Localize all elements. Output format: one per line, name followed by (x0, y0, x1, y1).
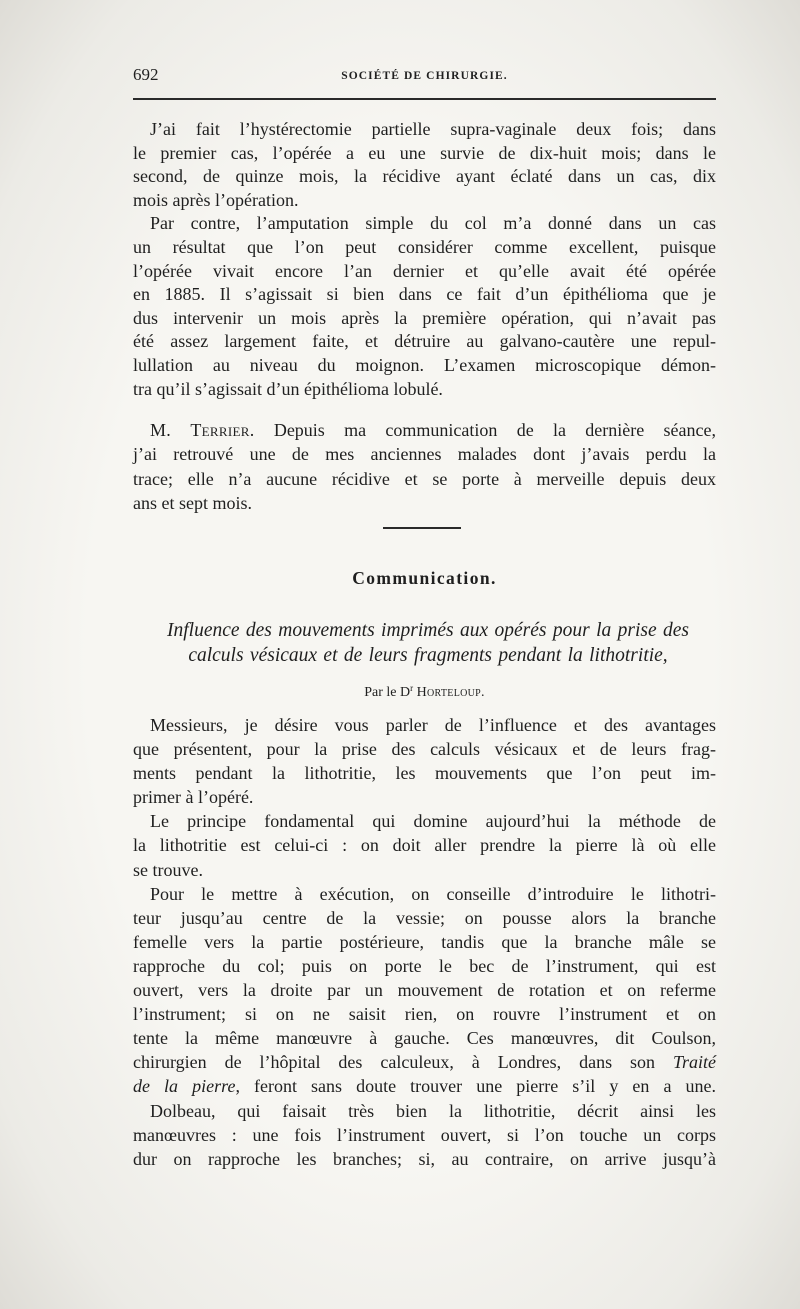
text-line: ments pendant la lithotritie, les mouvements que l’on peut im- (133, 763, 716, 784)
author-title-superscript: r (410, 683, 414, 693)
text-line: ans et sept mois. (133, 493, 252, 514)
text-line: tra qu’il s’agissait d’un épithélioma lobulé. (133, 378, 443, 399)
text-line: ouvert, vers la droite par un mouvement de rotation et on referme (133, 980, 716, 1001)
page-number: 692 (133, 65, 159, 84)
paragraph (133, 1099, 716, 1171)
text-line: femelle vers la partie postérieure, tandis que la branche mâle se (133, 931, 716, 952)
text-line: J’ai fait l’hystérectomie partielle supra-vaginale deux fois; dans (150, 119, 716, 139)
text-line: primer à l’opéré. (133, 787, 254, 808)
paragraph (133, 713, 716, 809)
text-line: l’instrument; si on ne saisit rien, on rouvre l’instrument et on (133, 1004, 716, 1025)
text-line: en 1885. Il s’agissait si bien dans ce fait d’un épithélioma que je (133, 284, 716, 305)
text-line: mois après l’opération. (133, 189, 299, 210)
italic-book-title: Traité (672, 1052, 716, 1073)
text-line: un résultat que l’on peut considérer comme excellent, puisque (133, 236, 716, 257)
header-rule (133, 98, 716, 100)
text-line (133, 1050, 716, 1074)
text-line: tente la même manœuvre à gauche. Ces manœuvres, dit Coulson, (133, 1028, 716, 1049)
italic-book-title: de la pierre (133, 1076, 236, 1097)
text-line: j’ai retrouvé une de mes anciennes malades dont j’avais perdu la (133, 444, 716, 465)
discussion-paragraphs (133, 118, 716, 401)
running-title: SOCIÉTÉ DE CHIRURGIE. (341, 70, 508, 82)
text-segment: Depuis ma communication de la dernière séance, (254, 420, 717, 440)
paragraph (133, 882, 716, 1099)
text-line: lullation au niveau du moignon. L’examen microscopique démon- (133, 354, 716, 375)
author-name: Horteloup. (416, 685, 485, 700)
text-line: l’opérée vivait encore l’an dernier et qu’elle avait été opérée (133, 260, 716, 281)
text-line: Par contre, l’amputation simple du col m’a donné dans un cas (150, 213, 716, 234)
paper-title (140, 618, 716, 668)
speaker-name: M. Terrier. (150, 420, 255, 440)
text-segment: chirurgien de l’hôpital des calculeux, à Londres, dans son (133, 1052, 673, 1073)
paper-title-line: Influence des mouvements imprimés aux opérés pour la prise des (166, 620, 690, 641)
text-line: Messieurs, je désire vous parler de l’influence et des avantages (150, 715, 716, 735)
text-line: la lithotritie est celui-ci : on doit aller prendre la pierre là où elle (133, 835, 716, 856)
terrier-paragraph (133, 418, 716, 516)
text-line (133, 418, 716, 442)
text-line: que présentent, pour la prise des calculs vésicaux et de leurs frag- (133, 739, 716, 760)
text-line: second, de quinze mois, la récidive ayant éclaté dans un cas, dix (133, 166, 716, 187)
paper-title-line: calculs vésicaux et de leurs fragments pendant la lithotritie, (188, 645, 668, 666)
section-heading: Communication. (352, 568, 497, 588)
paragraph (133, 809, 716, 881)
author-prefix: Par le D (364, 685, 411, 700)
text-line: Le principe fondamental qui domine aujourd’hui la méthode de (150, 811, 716, 832)
section-divider (383, 527, 461, 529)
text-line: Pour le mettre à exécution, on conseille d’introduire le lithotri- (150, 883, 716, 904)
paragraph (133, 212, 716, 401)
text-line: trace; elle n’a aucune récidive et se porte à merveille depuis deux (133, 468, 716, 489)
text-line: été assez largement faite, et détruire au galvano-cautère une repul- (133, 331, 716, 352)
text-line: se trouve. (133, 859, 203, 880)
text-segment: , feront sans doute trouver une pierre s’il y en a une. (235, 1076, 716, 1097)
text-line: dus intervenir un mois après la première opération, qui n’avait pas (133, 307, 716, 328)
text-line: rapproche du col; puis on porte le bec de l’instrument, qui est (133, 955, 716, 976)
text-line: Dolbeau, qui faisait très bien la lithotritie, décrit ainsi les (150, 1100, 716, 1121)
text-line: le premier cas, l’opérée a eu une survie de dix-huit mois; dans le (133, 142, 716, 163)
text-line: manœuvres : une fois l’instrument ouvert, si l’on touche un corps (133, 1124, 716, 1145)
author-byline (133, 677, 716, 704)
communication-body (133, 713, 716, 1171)
text-line: teur jusqu’au centre de la vessie; on pousse alors la branche (133, 907, 716, 928)
paragraph (133, 118, 716, 212)
text-line: dur on rapproche les branches; si, au contraire, on arrive jusqu’à (133, 1148, 716, 1169)
text-line (133, 1074, 716, 1098)
